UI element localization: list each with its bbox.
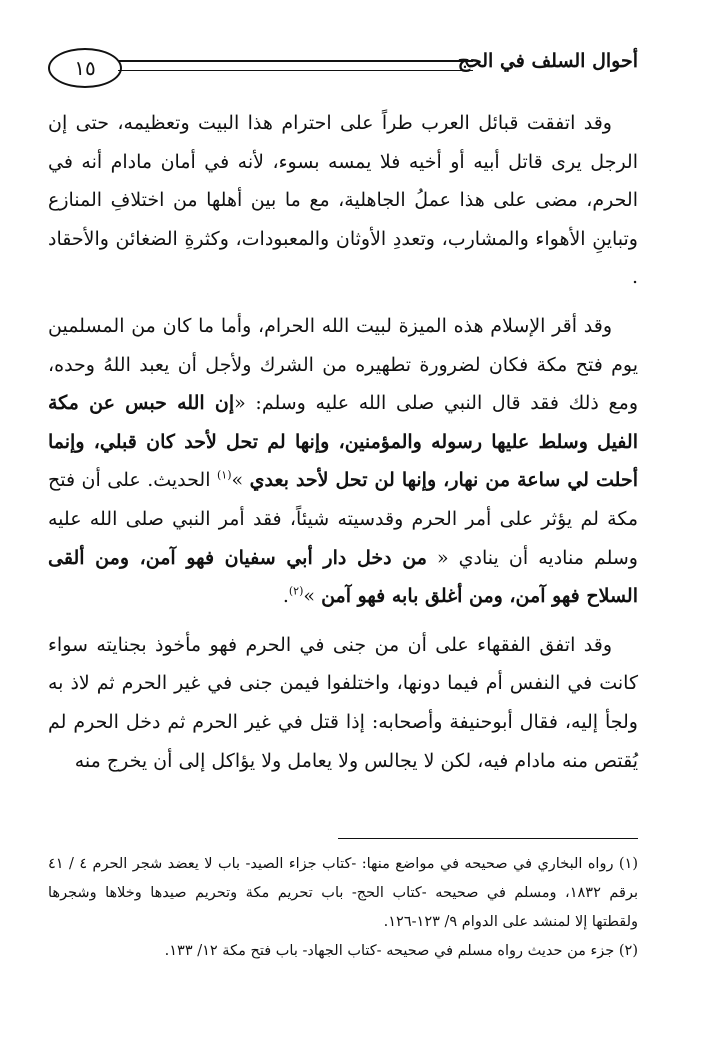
hadith-quote: إن الله حبس عن مكة الفيل وسلط عليها رسوله والمؤمنين، وإنها لم تحل لأحد كان قبلي، وإنما أحلت لي ساعة من نهار، وإنها لن تحل لأحد بعدي (48, 392, 638, 492)
text-run: الحديث. على أن فتح مكة لم يؤثر على أمر الحرم وقدسيته شيئاً، فقد أمر النبي صلى الله عليه وسلم مناديه أن ينادي « (48, 469, 638, 569)
paragraph-1 (48, 104, 638, 297)
running-title: أحوال السلف في الحج (457, 50, 638, 72)
footnote-ref: (١) (216, 469, 232, 483)
body-text (48, 104, 638, 780)
text-run: وقد اتفقت قبائل العرب طراً على احترام هذا البيت وتعظيمه، حتى إن الرجل يرى قاتل أبيه أو أخيه فلا يمسه بسوء، لأنه في أمان مادام أنه في الحرم، مضى على هذا عملُ الجاهلية، مع ما بين أهلها من اختلافِ المنازع وتباينِ الأهواء والمشارب، وتعددِ الأوثان والمعبودات، وكثرةِ الضغائن والأحقاد . (48, 112, 638, 289)
footnotes (48, 850, 638, 966)
text-run: . (282, 585, 289, 608)
footnote-2: (٢) جزء من حديث رواه مسلم في صحيحه -كتاب الجهاد- باب فتح مكة ١٢/ ١٣٣. (164, 943, 638, 959)
page-header (48, 44, 638, 92)
text-run: » (231, 469, 250, 492)
header-rule (118, 60, 473, 71)
page-number: ١٥ (48, 48, 122, 88)
paragraph-2 (48, 307, 638, 616)
hadith-quote: من دخل دار أبي سفيان فهو آمن، ومن ألقى السلاح فهو آمن، ومن أغلق بابه فهو آمن (48, 546, 638, 608)
footnote-separator (338, 838, 638, 839)
text-run: وقد اتفق الفقهاء على أن من جنى في الحرم فهو مأخوذ بجنايته سواء كانت في النفس أم فيما دونها، واختلفوا فيمن جنى في غير الحرم ثم لاذ به ولجأ إليه، فقال أبوحنيفة وأصحابه: إذا قتل في غير الحرم ثم دخل الحرم لم يُقتص منه مادام فيه، لكن لا يجالس ولا يعامل ولا يؤاكل إلى أن يخرج منه (48, 633, 638, 772)
text-run: » (303, 585, 322, 608)
text-run: وقد أقر الإسلام هذه الميزة لبيت الله الحرام، وأما ما كان من المسلمين يوم فتح مكة فكان لضرورة تطهيره من الشرك ولأجل أن يعبد اللهُ وحده، ومع ذلك فقد قال النبي صلى الله عليه وسلم: « (48, 314, 638, 415)
footnote-ref: (٢) (288, 584, 304, 598)
footnote-1: (١) رواه البخاري في صحيحه في مواضع منها: -كتاب جزاء الصيد- باب لا يعضد شجر الحرم ٤ / ٤١ برقم ١٨٣٢، ومسلم في صحيحه -كتاب الحج- باب تحريم مكة وتحريم صيدها وخلاها وشجرها ولقطتها إلا لمنشد على الدوام ٩/ ١٢٣-١٢٦. (48, 856, 639, 930)
paragraph-3 (48, 626, 638, 780)
